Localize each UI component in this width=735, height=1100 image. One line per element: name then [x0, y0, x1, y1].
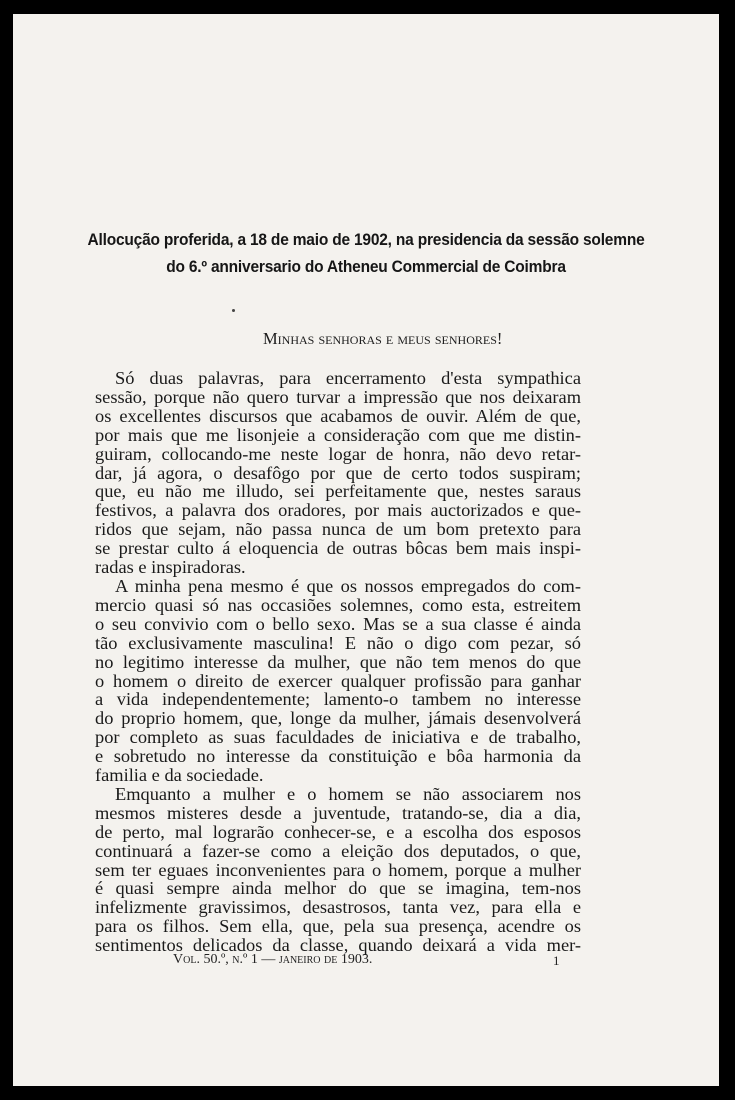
body-line: radas e inspiradoras.: [95, 557, 246, 578]
body-line: sem ter eguaes inconvenientes para o homem, porque a mulher: [95, 859, 581, 880]
body-line: é quasi sempre ainda melhor do que se imagina, tem-nos: [95, 878, 581, 899]
body-line: para os filhos. Sem ella, que, pela sua presença, acendre os: [95, 916, 581, 937]
body-line: familia e da sociedade.: [95, 765, 264, 786]
body-text: [95, 369, 581, 955]
scanned-page: [13, 14, 719, 1086]
heading-line-1: Allocução proferida, a 18 de maio de 1902, na presidencia da sessão solemne: [87, 231, 645, 250]
body-line: Só duas palavras, para encerramento d'esta sympathica: [115, 368, 581, 388]
body-line: do proprio homem, que, longe da mulher, jámais desenvolverá: [95, 708, 581, 729]
body-line: de perto, mal lograrão conhecer-se, e a escolha dos esposos: [95, 821, 581, 842]
body-line: tão exclusivamente masculina! E não o digo com pezar, só: [95, 632, 581, 653]
body-line: por mais que me lisonjeie a consideração com que me distin-: [95, 424, 581, 445]
body-line: o homem o direito de exercer qualquer profissão para ganhar: [95, 670, 581, 691]
heading-line-2: do 6.º anniversario do Atheneu Commercial de Coimbra: [166, 258, 566, 277]
body-line: sentimentos delicados da classe, quando deixará a vida mer-: [95, 935, 581, 956]
body-line: por completo as suas faculdades de iniciativa e de trabalho,: [95, 727, 581, 748]
body-line: a vida independentemente; lamento-o tambem no interesse: [95, 689, 581, 710]
body-line: Emquanto a mulher e o homem se não associarem nos: [115, 783, 581, 804]
body-line: e sobretudo no interesse da constituição e bôa harmonia da: [95, 746, 581, 767]
body-line: mesmos misteres desde a juventude, tratando-se, dia a dia,: [95, 802, 581, 823]
body-line: A minha pena mesmo é que os nossos empregados do com-: [115, 575, 581, 596]
body-line: que, eu não me illudo, sei perfeitamente que, nestes saraus: [95, 481, 581, 502]
body-line: ridos que sejam, não passa nunca de um bom pretexto para: [95, 519, 581, 540]
page-number: 1: [553, 953, 560, 968]
body-line: guiram, collocando-me neste logar de honra, não devo retar-: [95, 443, 581, 464]
body-line: infelizmente gravissimos, desastrosos, tanta vez, para ella e: [95, 897, 581, 918]
body-line: sessão, porque não quero turvar a impressão que nos deixaram: [95, 386, 581, 407]
body-line: festivos, a palavra dos oradores, por mais auctorizados e que-: [95, 500, 581, 521]
body-line: o seu convivio com o bello sexo. Mas se a sua classe é ainda: [95, 613, 581, 634]
salutation: Minhas senhoras e meus senhores!: [263, 329, 503, 348]
body-line: mercio quasi só nas occasiões solemnes, como esta, estreitem: [95, 594, 581, 615]
body-line: dar, já agora, o desafôgo por que de certo todos suspiram;: [95, 462, 581, 483]
body-line: continuará a fazer-se como a eleição dos deputados, o que,: [95, 840, 581, 861]
body-line: no legitimo interesse da mulher, que não tem menos do que: [95, 651, 581, 672]
body-line: se prestar culto á eloquencia de outras bôcas bem mais inspi-: [95, 538, 581, 559]
body-line: os excellentes discursos que acabamos de ouvir. Além de que,: [95, 405, 581, 426]
volume-footer: Vol. 50.º, n.º 1 — janeiro de 1903.: [173, 952, 373, 967]
ink-speck: [232, 309, 235, 312]
